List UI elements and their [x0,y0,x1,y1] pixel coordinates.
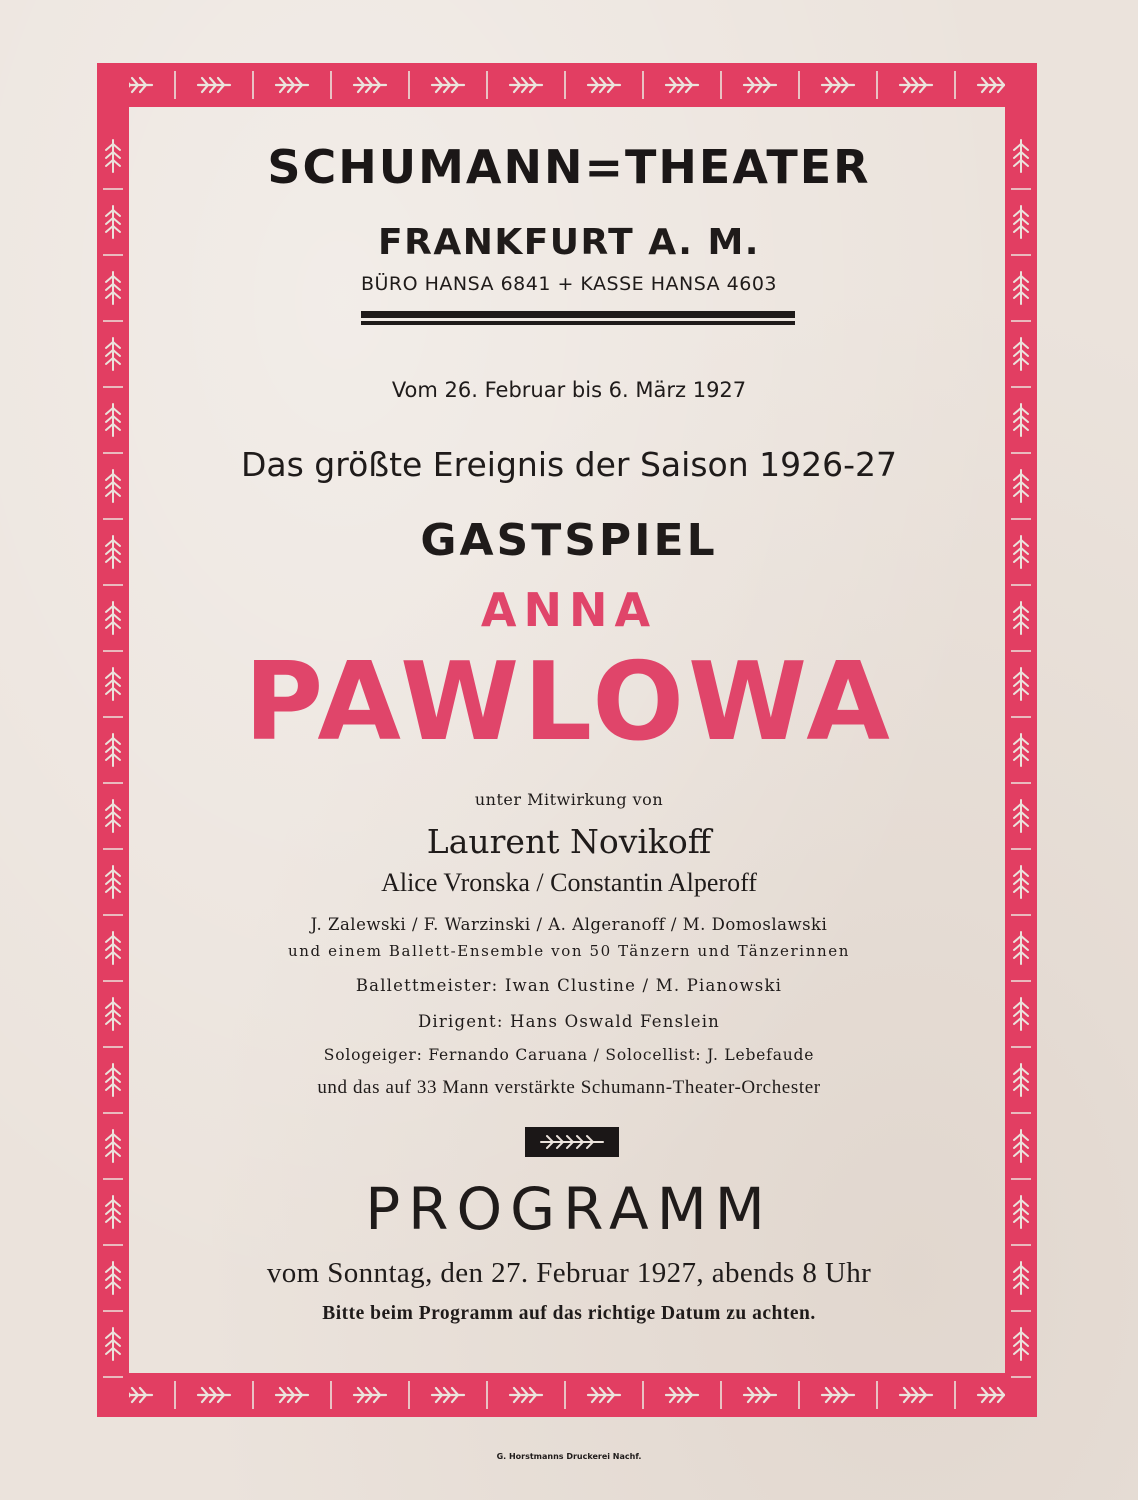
fern-motif [744,1388,776,1402]
divider-rule-thin [361,321,795,325]
cast-intro: unter Mitwirkung von [474,790,664,809]
fern-motif [432,1388,464,1402]
fern-motif [510,78,542,92]
ornament-divider [525,1127,619,1157]
fern-motif [106,1328,120,1360]
fern-motif [510,1388,542,1402]
printer-credit: G. Horstmanns Druckerei Nachf. [496,1452,642,1461]
fern-motif [198,78,230,92]
fern-motif [822,78,854,92]
cast-dancers: J. Zalewski / F. Warzinski / A. Algeranoff / M. Domoslawski [310,915,828,934]
fern-motif [354,78,386,92]
border-top [97,63,1037,107]
cast-principals: Alice Vronska / Constantin Alperoff [381,868,757,897]
fern-motif [744,78,776,92]
fern-motif [198,1388,230,1402]
fern-motif [106,1130,120,1162]
theater-city: FRANKFURT A. M. [378,222,760,263]
event-dates: Vom 26. Februar bis 6. März 1927 [391,378,747,402]
divider-rule-thick [361,311,795,318]
fern-ornament-icon [525,1127,619,1157]
fern-motif [666,1388,698,1402]
program-date: vom Sonntag, den 27. Februar 1927, abends 8 Uhr [266,1257,872,1289]
fern-motif [106,338,120,370]
fern-motif [588,1388,620,1402]
fern-motif [1014,1328,1028,1360]
cast-ballet-masters: Ballettmeister: Iwan Clustine / M. Pianowski [355,976,783,995]
theater-phones: BÜRO HANSA 6841 + KASSE HANSA 4603 [360,273,778,295]
theater-name: SCHUMANN=THEATER [267,140,871,194]
program-title: PROGRAMM [365,1175,773,1243]
cast-orchestra: und das auf 33 Mann verstärkte Schumann-Theater-Orchester [317,1077,821,1098]
event-label: GASTSPIEL [420,515,718,566]
cast-conductor: Dirigent: Hans Oswald Fenslein [417,1012,720,1031]
fern-motif [106,404,120,436]
performer-last-name: PAWLOWA [244,640,894,765]
fern-motif [900,78,932,92]
program-note: Bitte beim Programm auf das richtige Datum zu achten. [322,1303,816,1324]
cast-ensemble: und einem Ballett-Ensemble von 50 Tänzern und Tänzerinnen [288,942,850,960]
border-bottom [97,1373,1037,1417]
event-headline: Das größte Ereignis der Saison 1926-27 [240,445,897,484]
performer-first-name: ANNA [480,583,658,637]
fern-motif [588,78,620,92]
fern-motif [900,1388,932,1402]
cast-lead: Laurent Novikoff [426,822,712,861]
fern-motif [276,1388,308,1402]
fern-motif [822,1388,854,1402]
fern-motif [1014,404,1028,436]
fern-motif [276,78,308,92]
fern-motif [666,78,698,92]
fern-motif [1014,338,1028,370]
fern-motif [1014,1130,1028,1162]
fern-motif [354,1388,386,1402]
cast-soloists: Sologeiger: Fernando Caruana / Solocellist: J. Lebefaude [323,1046,815,1064]
fern-motif [432,78,464,92]
